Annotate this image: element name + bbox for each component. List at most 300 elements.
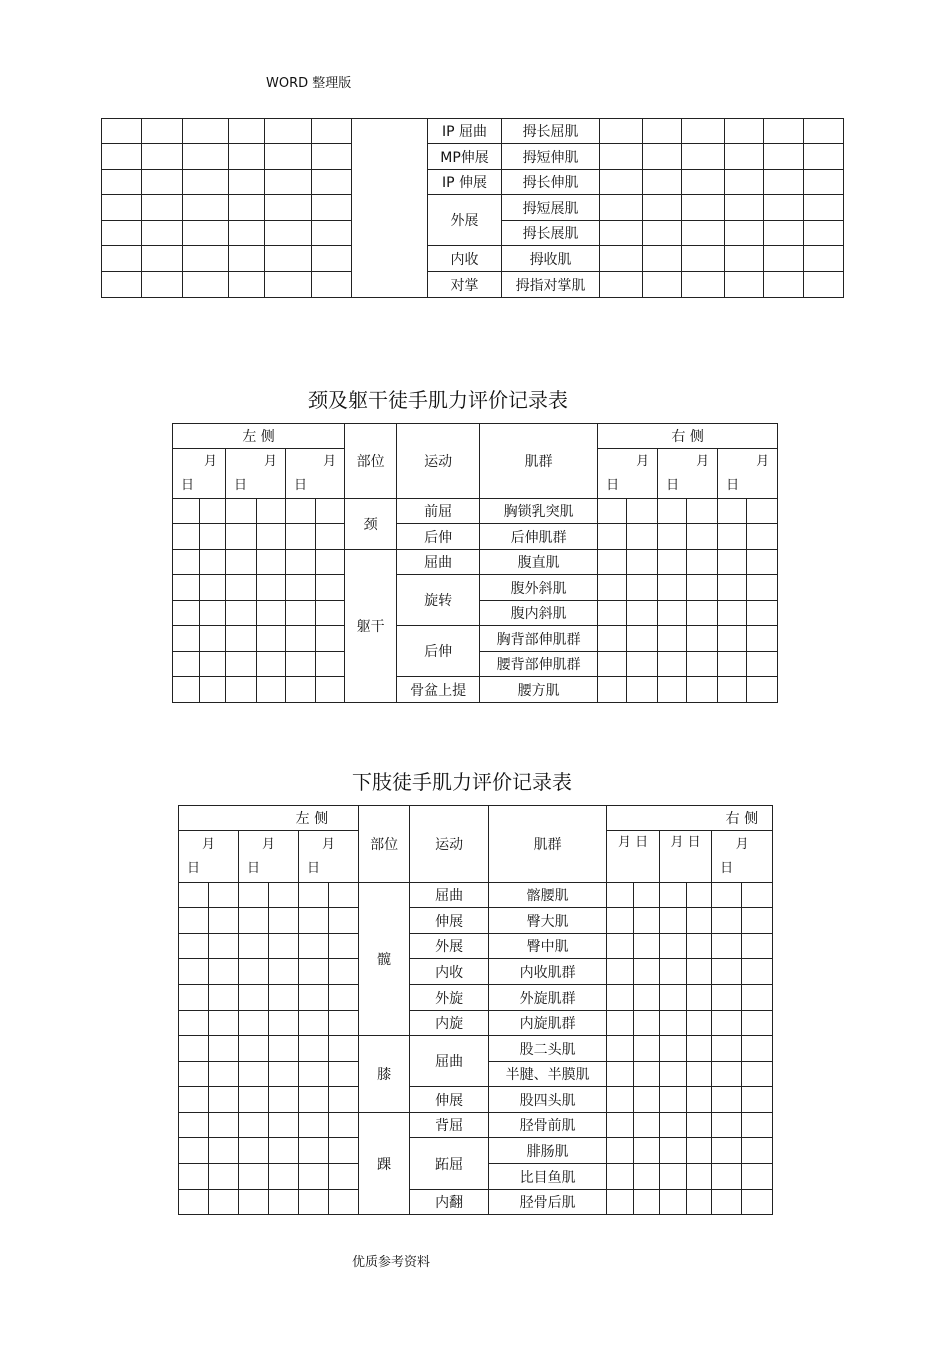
score-cell[interactable] (226, 449, 286, 499)
score-cell[interactable] (329, 985, 359, 1011)
score-cell[interactable] (658, 575, 687, 601)
score-cell[interactable] (742, 1011, 773, 1036)
score-cell[interactable] (329, 1164, 359, 1190)
score-cell[interactable] (718, 449, 778, 499)
score-cell[interactable] (742, 1138, 773, 1164)
score-cell[interactable] (687, 524, 718, 550)
score-cell[interactable] (598, 626, 627, 652)
score-cell[interactable] (265, 221, 312, 246)
score-cell[interactable] (257, 677, 286, 703)
score-cell[interactable] (200, 499, 226, 524)
score-cell[interactable] (183, 272, 229, 298)
score-cell[interactable] (265, 170, 312, 195)
score-cell[interactable] (299, 1190, 329, 1215)
score-cell[interactable] (312, 144, 352, 170)
score-cell[interactable] (183, 119, 229, 144)
score-cell[interactable] (269, 1011, 299, 1036)
score-cell[interactable] (209, 1113, 239, 1138)
score-cell[interactable] (179, 1138, 209, 1164)
score-cell[interactable] (229, 221, 265, 246)
score-cell[interactable] (329, 1138, 359, 1164)
score-cell[interactable] (598, 601, 627, 626)
score-cell[interactable] (725, 195, 764, 221)
score-cell[interactable] (229, 272, 265, 298)
score-cell[interactable] (600, 272, 643, 298)
score-cell[interactable] (269, 985, 299, 1011)
score-cell[interactable] (718, 652, 747, 677)
score-cell[interactable] (634, 1113, 660, 1138)
score-cell[interactable] (200, 652, 226, 677)
score-cell[interactable] (269, 1036, 299, 1062)
score-cell[interactable] (804, 246, 844, 272)
score-cell[interactable] (269, 1164, 299, 1190)
score-cell[interactable] (299, 831, 359, 883)
score-cell[interactable] (634, 1138, 660, 1164)
score-cell[interactable] (712, 1011, 742, 1036)
score-cell[interactable] (179, 959, 209, 985)
score-cell[interactable] (742, 1164, 773, 1190)
score-cell[interactable] (239, 1164, 269, 1190)
score-cell[interactable] (286, 449, 345, 499)
score-cell[interactable] (183, 246, 229, 272)
score-cell[interactable] (598, 449, 658, 499)
score-cell[interactable] (687, 959, 712, 985)
score-cell[interactable] (179, 1036, 209, 1062)
score-cell[interactable] (607, 908, 634, 934)
score-cell[interactable] (687, 985, 712, 1011)
score-cell[interactable] (682, 195, 725, 221)
score-cell[interactable] (725, 170, 764, 195)
score-cell[interactable] (183, 195, 229, 221)
score-cell[interactable] (179, 1113, 209, 1138)
score-cell[interactable] (239, 985, 269, 1011)
score-cell[interactable] (102, 246, 142, 272)
score-cell[interactable] (627, 601, 658, 626)
score-cell[interactable] (634, 959, 660, 985)
score-cell[interactable] (658, 449, 718, 499)
score-cell[interactable] (764, 272, 804, 298)
score-cell[interactable] (600, 119, 643, 144)
score-cell[interactable] (226, 550, 257, 575)
score-cell[interactable] (764, 195, 804, 221)
score-cell[interactable] (209, 959, 239, 985)
score-cell[interactable] (269, 1190, 299, 1215)
score-cell[interactable] (718, 524, 747, 550)
score-cell[interactable] (329, 1113, 359, 1138)
score-cell[interactable] (312, 272, 352, 298)
score-cell[interactable] (316, 499, 345, 524)
score-cell[interactable] (687, 1138, 712, 1164)
score-cell[interactable] (607, 1113, 634, 1138)
score-cell[interactable] (804, 272, 844, 298)
score-cell[interactable] (718, 601, 747, 626)
score-cell[interactable] (102, 195, 142, 221)
score-cell[interactable] (682, 170, 725, 195)
score-cell[interactable] (142, 170, 183, 195)
score-cell[interactable] (600, 195, 643, 221)
score-cell[interactable] (660, 1087, 687, 1113)
score-cell[interactable] (643, 170, 682, 195)
score-cell[interactable] (687, 601, 718, 626)
score-cell[interactable] (747, 499, 778, 524)
score-cell[interactable] (764, 246, 804, 272)
score-cell[interactable] (658, 677, 687, 703)
score-cell[interactable] (607, 1164, 634, 1190)
score-cell[interactable] (660, 831, 712, 883)
score-cell[interactable] (658, 524, 687, 550)
score-cell[interactable] (299, 1164, 329, 1190)
score-cell[interactable] (173, 449, 226, 499)
score-cell[interactable] (257, 652, 286, 677)
score-cell[interactable] (634, 1087, 660, 1113)
score-cell[interactable] (634, 985, 660, 1011)
score-cell[interactable] (312, 195, 352, 221)
score-cell[interactable] (712, 883, 742, 908)
score-cell[interactable] (712, 1190, 742, 1215)
score-cell[interactable] (643, 221, 682, 246)
score-cell[interactable] (660, 883, 687, 908)
score-cell[interactable] (265, 144, 312, 170)
score-cell[interactable] (226, 626, 257, 652)
score-cell[interactable] (173, 677, 200, 703)
score-cell[interactable] (712, 908, 742, 934)
score-cell[interactable] (718, 499, 747, 524)
score-cell[interactable] (269, 1113, 299, 1138)
score-cell[interactable] (634, 908, 660, 934)
score-cell[interactable] (627, 626, 658, 652)
score-cell[interactable] (257, 499, 286, 524)
score-cell[interactable] (269, 959, 299, 985)
score-cell[interactable] (142, 221, 183, 246)
score-cell[interactable] (687, 652, 718, 677)
score-cell[interactable] (229, 119, 265, 144)
score-cell[interactable] (687, 1164, 712, 1190)
score-cell[interactable] (239, 883, 269, 908)
score-cell[interactable] (634, 934, 660, 959)
score-cell[interactable] (598, 575, 627, 601)
score-cell[interactable] (239, 831, 299, 883)
score-cell[interactable] (747, 601, 778, 626)
score-cell[interactable] (682, 246, 725, 272)
score-cell[interactable] (179, 985, 209, 1011)
score-cell[interactable] (742, 1087, 773, 1113)
score-cell[interactable] (643, 144, 682, 170)
score-cell[interactable] (607, 1036, 634, 1062)
score-cell[interactable] (200, 550, 226, 575)
score-cell[interactable] (286, 499, 316, 524)
score-cell[interactable] (209, 1062, 239, 1087)
score-cell[interactable] (329, 959, 359, 985)
score-cell[interactable] (718, 626, 747, 652)
score-cell[interactable] (660, 1062, 687, 1087)
score-cell[interactable] (299, 908, 329, 934)
score-cell[interactable] (660, 1164, 687, 1190)
score-cell[interactable] (725, 119, 764, 144)
score-cell[interactable] (804, 119, 844, 144)
score-cell[interactable] (299, 1113, 329, 1138)
score-cell[interactable] (265, 195, 312, 221)
score-cell[interactable] (747, 524, 778, 550)
score-cell[interactable] (712, 1113, 742, 1138)
score-cell[interactable] (299, 985, 329, 1011)
score-cell[interactable] (742, 1113, 773, 1138)
score-cell[interactable] (229, 170, 265, 195)
score-cell[interactable] (179, 1011, 209, 1036)
score-cell[interactable] (239, 1113, 269, 1138)
score-cell[interactable] (257, 550, 286, 575)
score-cell[interactable] (718, 575, 747, 601)
score-cell[interactable] (712, 831, 773, 883)
score-cell[interactable] (200, 601, 226, 626)
score-cell[interactable] (747, 575, 778, 601)
score-cell[interactable] (179, 908, 209, 934)
score-cell[interactable] (286, 652, 316, 677)
score-cell[interactable] (687, 1062, 712, 1087)
score-cell[interactable] (226, 575, 257, 601)
score-cell[interactable] (239, 1062, 269, 1087)
score-cell[interactable] (660, 985, 687, 1011)
score-cell[interactable] (200, 626, 226, 652)
score-cell[interactable] (764, 170, 804, 195)
score-cell[interactable] (804, 170, 844, 195)
score-cell[interactable] (257, 575, 286, 601)
score-cell[interactable] (269, 1062, 299, 1087)
score-cell[interactable] (607, 1011, 634, 1036)
score-cell[interactable] (299, 959, 329, 985)
score-cell[interactable] (764, 144, 804, 170)
score-cell[interactable] (600, 221, 643, 246)
score-cell[interactable] (598, 524, 627, 550)
score-cell[interactable] (634, 1062, 660, 1087)
score-cell[interactable] (299, 883, 329, 908)
score-cell[interactable] (102, 272, 142, 298)
score-cell[interactable] (712, 1087, 742, 1113)
score-cell[interactable] (102, 119, 142, 144)
score-cell[interactable] (607, 831, 660, 883)
score-cell[interactable] (286, 626, 316, 652)
score-cell[interactable] (239, 934, 269, 959)
score-cell[interactable] (643, 195, 682, 221)
score-cell[interactable] (299, 1036, 329, 1062)
score-cell[interactable] (660, 1011, 687, 1036)
score-cell[interactable] (239, 1087, 269, 1113)
score-cell[interactable] (712, 985, 742, 1011)
score-cell[interactable] (600, 246, 643, 272)
score-cell[interactable] (687, 1087, 712, 1113)
score-cell[interactable] (742, 1190, 773, 1215)
score-cell[interactable] (643, 246, 682, 272)
score-cell[interactable] (598, 550, 627, 575)
score-cell[interactable] (102, 221, 142, 246)
score-cell[interactable] (687, 499, 718, 524)
score-cell[interactable] (312, 221, 352, 246)
score-cell[interactable] (660, 1113, 687, 1138)
score-cell[interactable] (316, 652, 345, 677)
score-cell[interactable] (269, 908, 299, 934)
score-cell[interactable] (687, 1190, 712, 1215)
score-cell[interactable] (658, 601, 687, 626)
score-cell[interactable] (627, 575, 658, 601)
score-cell[interactable] (658, 626, 687, 652)
score-cell[interactable] (329, 1062, 359, 1087)
score-cell[interactable] (598, 652, 627, 677)
score-cell[interactable] (229, 144, 265, 170)
score-cell[interactable] (643, 272, 682, 298)
score-cell[interactable] (265, 119, 312, 144)
score-cell[interactable] (257, 626, 286, 652)
score-cell[interactable] (239, 959, 269, 985)
score-cell[interactable] (286, 601, 316, 626)
score-cell[interactable] (712, 1062, 742, 1087)
score-cell[interactable] (660, 908, 687, 934)
score-cell[interactable] (658, 550, 687, 575)
score-cell[interactable] (607, 985, 634, 1011)
score-cell[interactable] (658, 499, 687, 524)
score-cell[interactable] (687, 550, 718, 575)
score-cell[interactable] (658, 652, 687, 677)
score-cell[interactable] (742, 985, 773, 1011)
score-cell[interactable] (643, 119, 682, 144)
score-cell[interactable] (634, 1190, 660, 1215)
score-cell[interactable] (712, 1138, 742, 1164)
score-cell[interactable] (660, 1138, 687, 1164)
score-cell[interactable] (316, 524, 345, 550)
score-cell[interactable] (682, 221, 725, 246)
score-cell[interactable] (299, 1062, 329, 1087)
score-cell[interactable] (687, 934, 712, 959)
score-cell[interactable] (329, 1087, 359, 1113)
score-cell[interactable] (747, 677, 778, 703)
score-cell[interactable] (226, 677, 257, 703)
score-cell[interactable] (316, 550, 345, 575)
score-cell[interactable] (173, 524, 200, 550)
score-cell[interactable] (712, 934, 742, 959)
score-cell[interactable] (299, 1138, 329, 1164)
score-cell[interactable] (239, 908, 269, 934)
score-cell[interactable] (725, 272, 764, 298)
score-cell[interactable] (329, 883, 359, 908)
score-cell[interactable] (764, 221, 804, 246)
score-cell[interactable] (209, 1036, 239, 1062)
score-cell[interactable] (764, 119, 804, 144)
score-cell[interactable] (265, 246, 312, 272)
score-cell[interactable] (200, 677, 226, 703)
score-cell[interactable] (607, 1087, 634, 1113)
score-cell[interactable] (239, 1138, 269, 1164)
score-cell[interactable] (600, 144, 643, 170)
score-cell[interactable] (229, 246, 265, 272)
score-cell[interactable] (179, 1087, 209, 1113)
score-cell[interactable] (209, 934, 239, 959)
score-cell[interactable] (209, 985, 239, 1011)
score-cell[interactable] (173, 499, 200, 524)
score-cell[interactable] (627, 550, 658, 575)
score-cell[interactable] (286, 550, 316, 575)
score-cell[interactable] (179, 1062, 209, 1087)
score-cell[interactable] (687, 883, 712, 908)
score-cell[interactable] (239, 1190, 269, 1215)
score-cell[interactable] (269, 934, 299, 959)
score-cell[interactable] (627, 677, 658, 703)
score-cell[interactable] (634, 1011, 660, 1036)
score-cell[interactable] (312, 246, 352, 272)
score-cell[interactable] (634, 883, 660, 908)
score-cell[interactable] (627, 499, 658, 524)
score-cell[interactable] (226, 652, 257, 677)
score-cell[interactable] (173, 575, 200, 601)
score-cell[interactable] (286, 677, 316, 703)
score-cell[interactable] (209, 1190, 239, 1215)
score-cell[interactable] (179, 831, 239, 883)
score-cell[interactable] (179, 1164, 209, 1190)
score-cell[interactable] (718, 677, 747, 703)
score-cell[interactable] (712, 959, 742, 985)
score-cell[interactable] (142, 144, 183, 170)
score-cell[interactable] (747, 652, 778, 677)
score-cell[interactable] (607, 934, 634, 959)
score-cell[interactable] (299, 1087, 329, 1113)
score-cell[interactable] (239, 1011, 269, 1036)
score-cell[interactable] (725, 221, 764, 246)
score-cell[interactable] (742, 1036, 773, 1062)
score-cell[interactable] (209, 908, 239, 934)
score-cell[interactable] (239, 1036, 269, 1062)
score-cell[interactable] (183, 144, 229, 170)
score-cell[interactable] (257, 524, 286, 550)
score-cell[interactable] (179, 934, 209, 959)
score-cell[interactable] (747, 626, 778, 652)
score-cell[interactable] (173, 626, 200, 652)
score-cell[interactable] (286, 575, 316, 601)
score-cell[interactable] (682, 144, 725, 170)
score-cell[interactable] (269, 1087, 299, 1113)
score-cell[interactable] (209, 883, 239, 908)
score-cell[interactable] (257, 601, 286, 626)
score-cell[interactable] (299, 934, 329, 959)
score-cell[interactable] (316, 677, 345, 703)
score-cell[interactable] (742, 883, 773, 908)
score-cell[interactable] (687, 1011, 712, 1036)
score-cell[interactable] (725, 144, 764, 170)
score-cell[interactable] (269, 1138, 299, 1164)
score-cell[interactable] (102, 170, 142, 195)
score-cell[interactable] (742, 959, 773, 985)
score-cell[interactable] (329, 1036, 359, 1062)
score-cell[interactable] (607, 1062, 634, 1087)
score-cell[interactable] (660, 1190, 687, 1215)
score-cell[interactable] (209, 1164, 239, 1190)
score-cell[interactable] (209, 1138, 239, 1164)
score-cell[interactable] (598, 677, 627, 703)
score-cell[interactable] (173, 550, 200, 575)
score-cell[interactable] (226, 601, 257, 626)
score-cell[interactable] (687, 575, 718, 601)
score-cell[interactable] (725, 246, 764, 272)
score-cell[interactable] (607, 883, 634, 908)
score-cell[interactable] (660, 934, 687, 959)
score-cell[interactable] (742, 1062, 773, 1087)
score-cell[interactable] (173, 652, 200, 677)
score-cell[interactable] (329, 1011, 359, 1036)
score-cell[interactable] (660, 1036, 687, 1062)
score-cell[interactable] (142, 119, 183, 144)
score-cell[interactable] (712, 1036, 742, 1062)
score-cell[interactable] (183, 170, 229, 195)
score-cell[interactable] (687, 1036, 712, 1062)
score-cell[interactable] (804, 144, 844, 170)
score-cell[interactable] (312, 119, 352, 144)
score-cell[interactable] (299, 1011, 329, 1036)
